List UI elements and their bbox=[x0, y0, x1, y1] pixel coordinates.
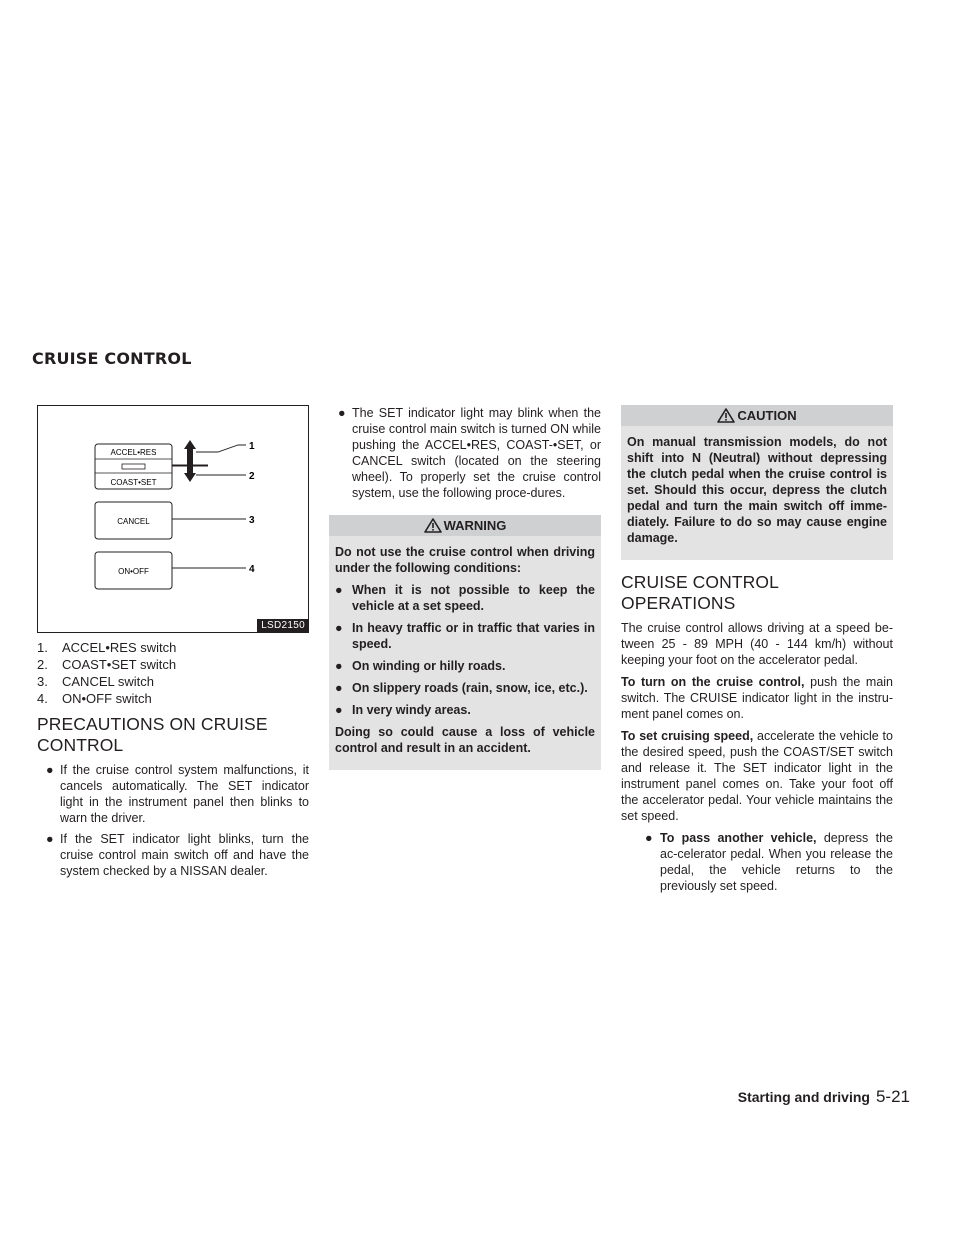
callout-1: 1 bbox=[249, 441, 255, 452]
legend-item bbox=[37, 656, 309, 673]
pass-vehicle-lead: To pass another vehicle, bbox=[660, 831, 817, 845]
warning-header bbox=[329, 515, 601, 536]
legend-text: COAST•SET switch bbox=[62, 657, 177, 672]
warning-item-text: On slippery roads (rain, snow, ice, etc.). bbox=[352, 681, 588, 695]
down-arrow-icon bbox=[184, 466, 196, 482]
on-off-label: ON•OFF bbox=[118, 567, 149, 576]
precautions-heading-line2: CONTROL bbox=[37, 735, 124, 755]
page-footer bbox=[738, 1087, 910, 1107]
caution-header bbox=[621, 405, 893, 426]
caution-box bbox=[621, 405, 893, 560]
warning-item bbox=[335, 620, 595, 652]
bullet-icon: ● bbox=[645, 831, 653, 845]
bullet-icon: ● bbox=[335, 583, 343, 597]
warning-outro: Doing so could cause a loss of vehicle control and result in an accident. bbox=[335, 725, 595, 755]
center-slot bbox=[122, 464, 145, 469]
bullet-icon: ● bbox=[335, 703, 343, 717]
warning-item bbox=[335, 582, 595, 614]
cancel-label: CANCEL bbox=[117, 517, 150, 526]
precaution-item bbox=[329, 405, 601, 501]
legend-text: ACCEL•RES switch bbox=[62, 640, 177, 655]
bullet-icon: ● bbox=[46, 763, 54, 777]
callout-3: 3 bbox=[249, 515, 255, 526]
precautions-heading bbox=[37, 714, 309, 756]
warning-triangle-icon bbox=[424, 518, 442, 533]
turn-on-lead: To turn on the cruise control, bbox=[621, 675, 805, 689]
bullet-icon: ● bbox=[46, 832, 54, 846]
precaution-text: The SET indicator light may blink when the cruise control main switch is turned ON while pushing the ACCEL•RES, COAST-•SET, or CANCEL switch (located on the steering wheel). To properly set the cruise control system, use the following proce-dures. bbox=[352, 406, 601, 500]
operations-intro: The cruise control allows driving at a speed be-tween 25 - 89 MPH (40 - 144 km/h) without keeping your foot on the accelerator pedal. bbox=[621, 621, 893, 667]
warning-intro: Do not use the cruise control when driving under the following conditions: bbox=[335, 545, 595, 575]
caution-triangle-icon bbox=[717, 408, 735, 423]
precautions-list-continued bbox=[329, 405, 601, 501]
warning-item bbox=[335, 702, 595, 718]
precaution-text: If the SET indicator light blinks, turn the cruise control main switch off and have the system checked by a NISSAN dealer. bbox=[60, 832, 309, 878]
operations-heading: CRUISE CONTROL OPERATIONS bbox=[621, 572, 779, 613]
legend-num: 2. bbox=[37, 657, 48, 672]
turn-on-text: push the main switch. The CRUISE indicator light in the instru-ment panel comes on. bbox=[621, 675, 894, 721]
bullet-icon: ● bbox=[338, 406, 346, 420]
warning-item bbox=[335, 680, 595, 696]
switch-diagram bbox=[37, 405, 309, 633]
right-column bbox=[621, 405, 893, 894]
precautions-list bbox=[37, 762, 309, 879]
legend-item bbox=[37, 673, 309, 690]
precaution-text: If the cruise control system malfunctions, it cancels automatically. The SET indicator light in the instrument panel then blinks to warn the driver. bbox=[60, 763, 309, 825]
callout-2: 2 bbox=[249, 471, 255, 482]
warning-item-text: In very windy areas. bbox=[352, 703, 471, 717]
pass-vehicle-text: depress the ac-celerator pedal. When you release the pedal, the vehicle returns to the previously set speed. bbox=[660, 831, 894, 893]
bullet-icon: ● bbox=[335, 681, 343, 695]
caution-label: CAUTION bbox=[737, 408, 797, 423]
figure-legend bbox=[37, 639, 309, 707]
accel-res-label: ACCEL•RES bbox=[110, 448, 157, 457]
warning-item-text: On winding or hilly roads. bbox=[352, 659, 506, 673]
left-column bbox=[37, 405, 309, 884]
caution-text: On manual transmission models, do not shift into N (Neutral) without depressing the clutch pedal when the cruise control is set. Should this occur, depress the clutch pedal and turn the main switch off imme-diately. Failure to do so may cause engine damage. bbox=[627, 435, 887, 545]
warning-item-text: When it is not possible to keep the vehicle at a set speed. bbox=[352, 583, 595, 613]
bullet-icon: ● bbox=[335, 621, 343, 635]
legend-num: 1. bbox=[37, 640, 48, 655]
callout-4: 4 bbox=[249, 564, 255, 575]
switch-diagram-drawing bbox=[38, 406, 308, 632]
warning-label: WARNING bbox=[443, 518, 507, 533]
legend-item bbox=[37, 639, 309, 656]
precaution-item bbox=[37, 762, 309, 826]
set-speed-lead: To set cruising speed, bbox=[621, 729, 754, 743]
up-arrow-icon bbox=[184, 440, 196, 465]
figure-code: LSD2150 bbox=[257, 619, 308, 632]
set-speed-text: accelerate the vehicle to the desired speed, push the COAST/SET switch and release it. The SET indicator light in the instrument panel comes on. Take your foot off the accelerator pedal. Your vehicle maintains the set speed. bbox=[621, 729, 893, 823]
leader-line-1 bbox=[196, 445, 246, 452]
legend-num: 3. bbox=[37, 674, 48, 689]
page-number: 5-21 bbox=[875, 1087, 910, 1106]
chapter-name: Starting and driving bbox=[737, 1089, 870, 1105]
precautions-heading-line1: PRECAUTIONS ON CRUISE bbox=[37, 714, 268, 734]
section-title: CRUISE CONTROL bbox=[32, 349, 192, 368]
legend-item bbox=[37, 690, 309, 707]
pass-vehicle-item bbox=[621, 830, 893, 894]
turn-on-paragraph bbox=[621, 674, 893, 722]
legend-text: CANCEL switch bbox=[62, 674, 154, 689]
middle-column bbox=[329, 405, 601, 770]
legend-num: 4. bbox=[37, 691, 48, 706]
bullet-icon: ● bbox=[335, 659, 343, 673]
legend-text: ON•OFF switch bbox=[62, 691, 152, 706]
warning-box bbox=[329, 515, 601, 770]
precaution-item bbox=[37, 831, 309, 879]
warning-item bbox=[335, 658, 595, 674]
coast-set-label: COAST•SET bbox=[110, 478, 157, 487]
set-speed-paragraph bbox=[621, 728, 893, 824]
warning-item-text: In heavy traffic or in traffic that varies in speed. bbox=[352, 621, 595, 651]
